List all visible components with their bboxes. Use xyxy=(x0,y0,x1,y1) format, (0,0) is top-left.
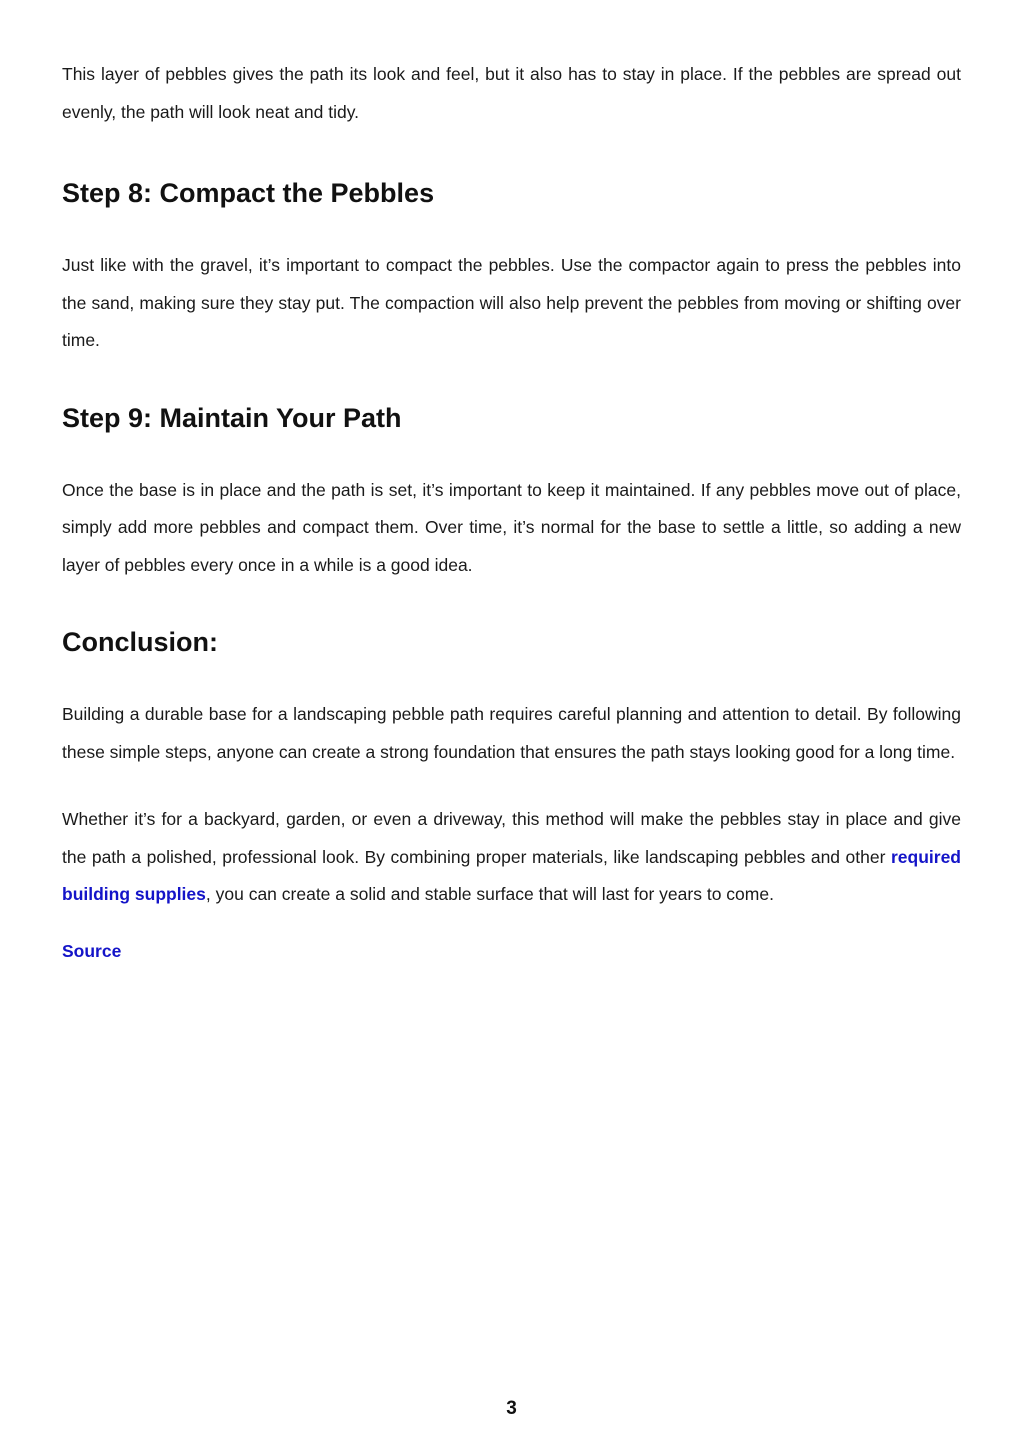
conclusion-final-paragraph xyxy=(62,801,961,914)
page-number: 3 xyxy=(506,1398,517,1419)
final-paragraph-after-link: , you can create a solid and stable surface that will last for years to come. xyxy=(205,884,774,904)
conclusion-paragraph: Building a durable base for a landscaping pebble path requires careful planning and attention to detail. By following these simple steps, anyone can create a strong foundation that ensures the path stays looking good for a long time. xyxy=(62,704,961,762)
step-8-heading: Step 8: Compact the Pebbles xyxy=(62,178,435,208)
intro-paragraph: This layer of pebbles gives the path its look and feel, but it also has to stay in place. If the pebbles are spread out evenly, the path will look neat and tidy. xyxy=(62,64,961,122)
step-8-paragraph: Just like with the gravel, it’s important to compact the pebbles. Use the compactor again to press the pebbles into the sand, making sure they stay put. The compaction will also help prevent the pebbles from moving or shifting over time. xyxy=(62,255,961,350)
required-building-supplies-link[interactable]: required building supplies xyxy=(62,846,961,904)
step-9-heading: Step 9: Maintain Your Path xyxy=(62,402,402,433)
step-9-paragraph: Once the base is in place and the path is set, it’s important to keep it maintained. If any pebbles move out of place, simply add more pebbles and compact them. Over time, it’s normal for the base to settle a little, so adding a new layer of pebbles every once in a while is a good idea. xyxy=(62,479,961,575)
source-link[interactable]: Source xyxy=(62,940,122,961)
document-page xyxy=(62,56,961,966)
conclusion-heading: Conclusion: xyxy=(62,627,218,657)
final-paragraph-before-link: Whether it’s for a backyard, garden, or even a driveway, this method will make the pebbles stay in place and give the path a polished, professional look. By combining proper materials, like landscaping pebbles and other xyxy=(62,809,961,867)
